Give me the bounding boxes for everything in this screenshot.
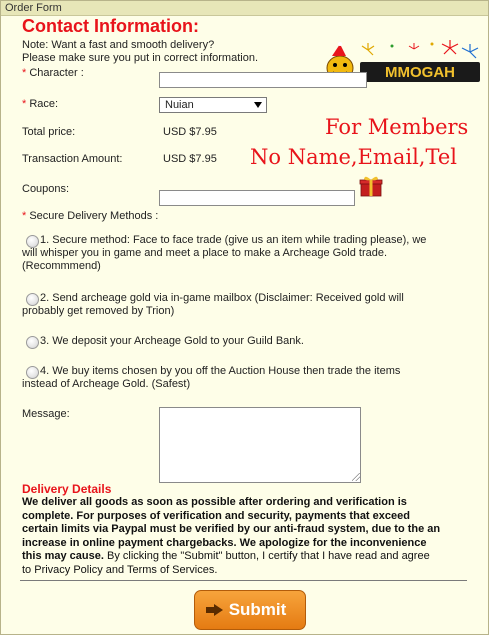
delivery-details-line-2: complete. For purposes of verification and security, payments that exceed (22, 509, 410, 522)
character-input[interactable] (159, 72, 367, 88)
total-price-value: USD $7.95 (163, 126, 217, 138)
delivery-details-line-3: certain limits via Paypal must be verified by our anti-fraud system, due to the an (22, 523, 441, 535)
delivery-details-line-4: increase in online payment chargebacks. We apologize for the inconvenience (22, 536, 427, 549)
coupons-input[interactable] (159, 190, 355, 206)
delivery-option-1-text (22, 234, 427, 273)
race-label-text: Race: (29, 98, 59, 110)
total-price-label: Total price: (22, 126, 76, 138)
required-mark: * (22, 210, 27, 222)
required-mark: * (22, 67, 27, 79)
message-textarea[interactable] (159, 407, 361, 483)
character-label-text: Character : (29, 67, 84, 79)
delivery-option-3-radio[interactable] (26, 336, 39, 349)
delivery-details-line-6: to Privacy Policy and Terms of Services. (22, 563, 218, 576)
dropdown-arrow-icon (254, 102, 262, 108)
panel-header-label: Order Form (5, 2, 62, 14)
delivery-option-4-line-2: instead of Archeage Gold. (Safest) (22, 378, 191, 390)
delivery-option-1-line-2: will whisper you in game and meet a place to make a Archeage Gold trade. (22, 247, 388, 259)
delivery-details-agreement: By clicking the "Submit" button, I certify that I have read and agree (103, 550, 430, 562)
delivery-option-2-line-2: probably get removed by Trion) (22, 305, 175, 317)
race-label (22, 98, 58, 111)
coupons-label: Coupons: (22, 183, 70, 195)
panel-header (1, 1, 488, 16)
form-title: Contact Information: (22, 16, 199, 36)
transaction-amount-value: USD $7.95 (163, 153, 217, 165)
submit-button[interactable] (194, 590, 306, 630)
note-line-2: Please make sure you put in correct information. (22, 52, 259, 64)
delivery-methods-label-text: Secure Delivery Methods : (29, 210, 159, 222)
delivery-option-2-text (22, 292, 404, 318)
gift-icon (358, 175, 384, 197)
delivery-option-3-text (40, 335, 304, 348)
delivery-option-4-line-1: 4. We buy items chosen by you off the Auction House then trade the items (40, 365, 401, 377)
resize-grip-icon[interactable] (352, 473, 360, 481)
message-label: Message: (22, 408, 70, 420)
delivery-details-bold-tail: this may cause. (22, 550, 104, 562)
logo-text: MMOGAH (385, 64, 455, 81)
members-note: For Members (325, 115, 469, 139)
delivery-option-3-line-1: 3. We deposit your Archeage Gold to your Guild Bank. (40, 335, 304, 347)
transaction-amount-label: Transaction Amount: (22, 153, 123, 165)
delivery-methods-label (22, 210, 158, 223)
delivery-details-line-1: We deliver all goods as soon as possible after ordering and verification is (22, 496, 407, 508)
divider (20, 580, 467, 581)
delivery-option-4-text (22, 365, 401, 391)
delivery-option-1-line-3: (Recommmend) (22, 260, 101, 272)
submit-button-label: Submit (228, 600, 287, 619)
delivery-option-2-line-1: 2. Send archeage gold via in-game mailbox (Disclaimer: Received gold will (40, 292, 404, 304)
delivery-details-text (22, 496, 482, 577)
required-mark: * (22, 98, 27, 110)
race-select-value: Nuian (165, 99, 194, 111)
arrow-right-icon (214, 604, 223, 616)
no-contact-note: No Name,Email,Tel (250, 145, 457, 169)
race-select[interactable] (159, 97, 267, 113)
delivery-details-title: Delivery Details (22, 482, 112, 496)
firework-icon (362, 40, 478, 58)
note-line-1: Note: Want a fast and smooth delivery? (22, 39, 215, 51)
delivery-option-1-line-1: 1. Secure method: Face to face trade (give us an item while trading please), we (40, 234, 427, 246)
character-label (22, 67, 84, 80)
